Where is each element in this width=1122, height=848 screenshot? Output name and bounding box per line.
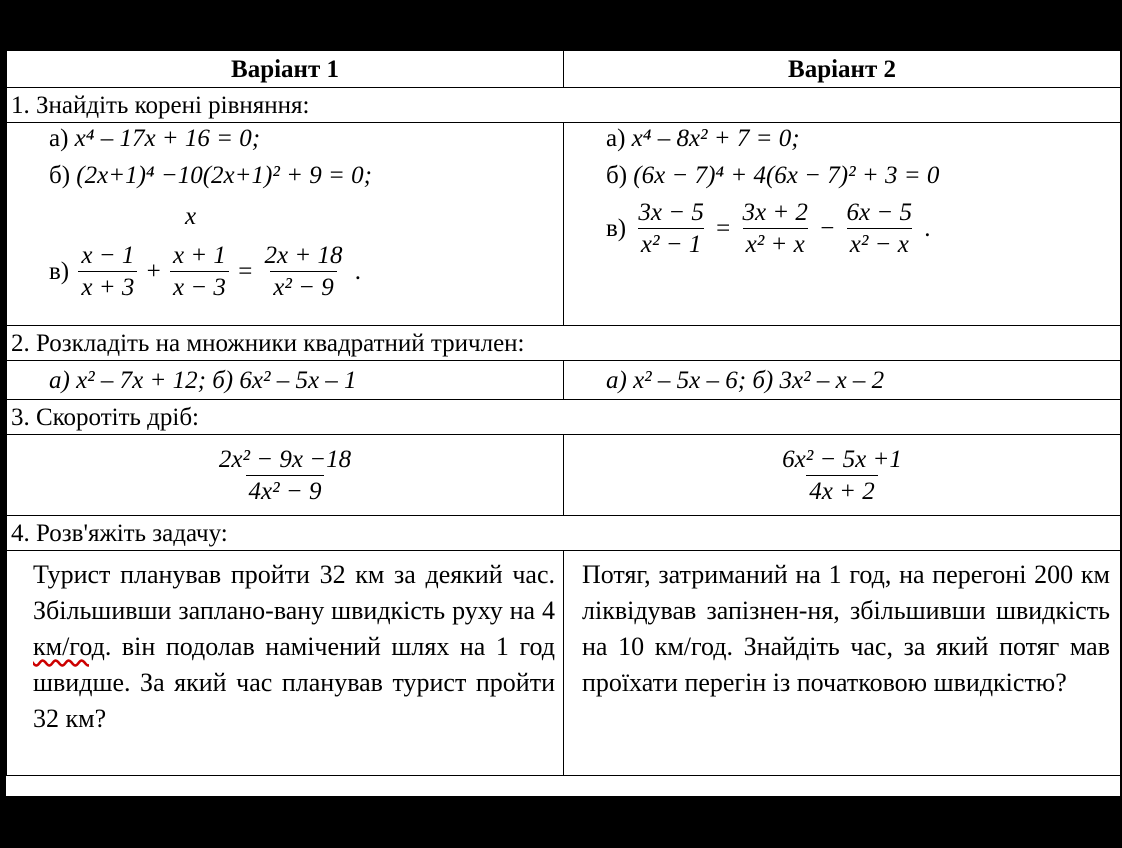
task-2-variant-1 [7, 361, 564, 400]
item-label: а) [606, 125, 626, 152]
fraction-body [216, 444, 354, 507]
numerator: 6x² − 5x +1 [782, 445, 902, 473]
denominator: 4x + 2 [806, 475, 877, 507]
numerator: 3x + 2 [742, 199, 808, 226]
fraction [78, 240, 137, 303]
fraction [170, 240, 229, 303]
numerator: 6x − 5 [846, 199, 913, 226]
denominator: x − 3 [170, 271, 229, 303]
task-2-variant-2 [564, 361, 1121, 400]
item-label: в) [606, 215, 627, 242]
task-4-title: 4. Розв'яжіть задачу: [7, 516, 1121, 551]
task-2-v1-text: а) x² – 7x + 12; б) 6x² – 5x – 1 [49, 366, 357, 394]
task-1-title-row [7, 88, 1121, 123]
period: . [354, 258, 362, 285]
variant-1-header: Варіант 1 [7, 51, 564, 88]
task-2-row [7, 361, 1121, 400]
denominator: x² − x [847, 228, 912, 260]
fraction [635, 197, 706, 260]
task-1-title: 1. Знайдіть корені рівняння: [7, 88, 1121, 123]
minus-sign: − [820, 215, 835, 242]
variant-2-header: Варіант 2 [564, 51, 1121, 88]
task-1-v1-c [15, 240, 555, 303]
item-label: б) [606, 162, 628, 189]
numerator: x + 1 [172, 242, 226, 269]
equation: x⁴ – 17x + 16 = 0; [74, 125, 261, 152]
task-1-v2-a [572, 123, 1112, 154]
equals-sign: = [238, 258, 253, 285]
equation: (6x − 7)⁴ + 4(6x − 7)² + 3 = 0 [633, 162, 940, 189]
task-3-variant-1 [7, 435, 564, 516]
problem-text-end: . він подолав намічений шлях на 1 год швидше. За який час планував турист пройти 32 км? [33, 632, 555, 733]
problem-text: Турист планував пройти 32 км за деякий час. Збільшивши заплано-вану швидкість руху на 4 [33, 560, 555, 625]
task-4-variant-1 [7, 551, 564, 776]
item-label: в) [49, 258, 70, 285]
item-label: б) [49, 162, 71, 189]
denominator: x² − 1 [638, 228, 704, 260]
task-1-variant-1 [7, 123, 564, 326]
task-2-v2-text: а) x² – 5x – 6; б) 3x² – x – 2 [606, 366, 885, 394]
fraction [572, 444, 1112, 507]
fraction [739, 197, 810, 260]
plus-sign: + [146, 258, 161, 285]
equation: x⁴ – 8x² + 7 = 0; [631, 125, 800, 152]
task-2-title-row [7, 326, 1121, 361]
task-3-row [7, 435, 1121, 516]
equation: (2x+1)⁴ −10(2x+1)² + 9 = 0; [76, 162, 372, 189]
denominator: 4x² − 9 [246, 475, 325, 507]
task-1-v1-b [15, 160, 555, 191]
header-row [7, 51, 1121, 88]
numerator: x − 1 [81, 242, 135, 269]
denominator: x² + x [743, 228, 808, 260]
fraction [15, 444, 555, 507]
variants-table [6, 50, 1121, 776]
numerator: 2x² − 9x −18 [218, 445, 352, 473]
task-1-v2-b [572, 160, 1112, 191]
task-4-variant-2: Потяг, затриманий на 1 год, на перегоні 200 км ліквідував запізнен-ня, збільшивши швидкість на 10 км/год. Знайдіть час, за який потяг мав проїхати перегін із початковою швидкістю? [564, 551, 1121, 776]
spellcheck-underlined-unit: км/год [33, 632, 105, 661]
item-label: а) [49, 125, 69, 152]
denominator: x² − 9 [270, 271, 336, 303]
task-4-title-row [7, 516, 1121, 551]
task-3-title: 3. Скоротіть дріб: [7, 400, 1121, 435]
equals-sign: = [716, 215, 731, 242]
task-3-title-row [7, 400, 1121, 435]
period: . [924, 215, 931, 242]
numerator: 2x + 18 [264, 242, 343, 269]
task-4-row [7, 551, 1121, 776]
task-2-title: 2. Розкладіть на множники квадратний тричлен: [7, 326, 1121, 361]
task-1-v2-c [572, 197, 1112, 260]
numerator: 3x − 5 [638, 199, 704, 226]
fraction [844, 197, 915, 260]
denominator: x + 3 [78, 271, 137, 303]
task-1-variant-2 [564, 123, 1121, 326]
task-1-v1-a [15, 123, 555, 154]
stray-variable: x [185, 203, 197, 230]
worksheet [6, 50, 1120, 796]
fraction-body [779, 444, 905, 507]
task-3-variant-2 [564, 435, 1121, 516]
task-1-row [7, 123, 1121, 326]
fraction [262, 240, 346, 303]
